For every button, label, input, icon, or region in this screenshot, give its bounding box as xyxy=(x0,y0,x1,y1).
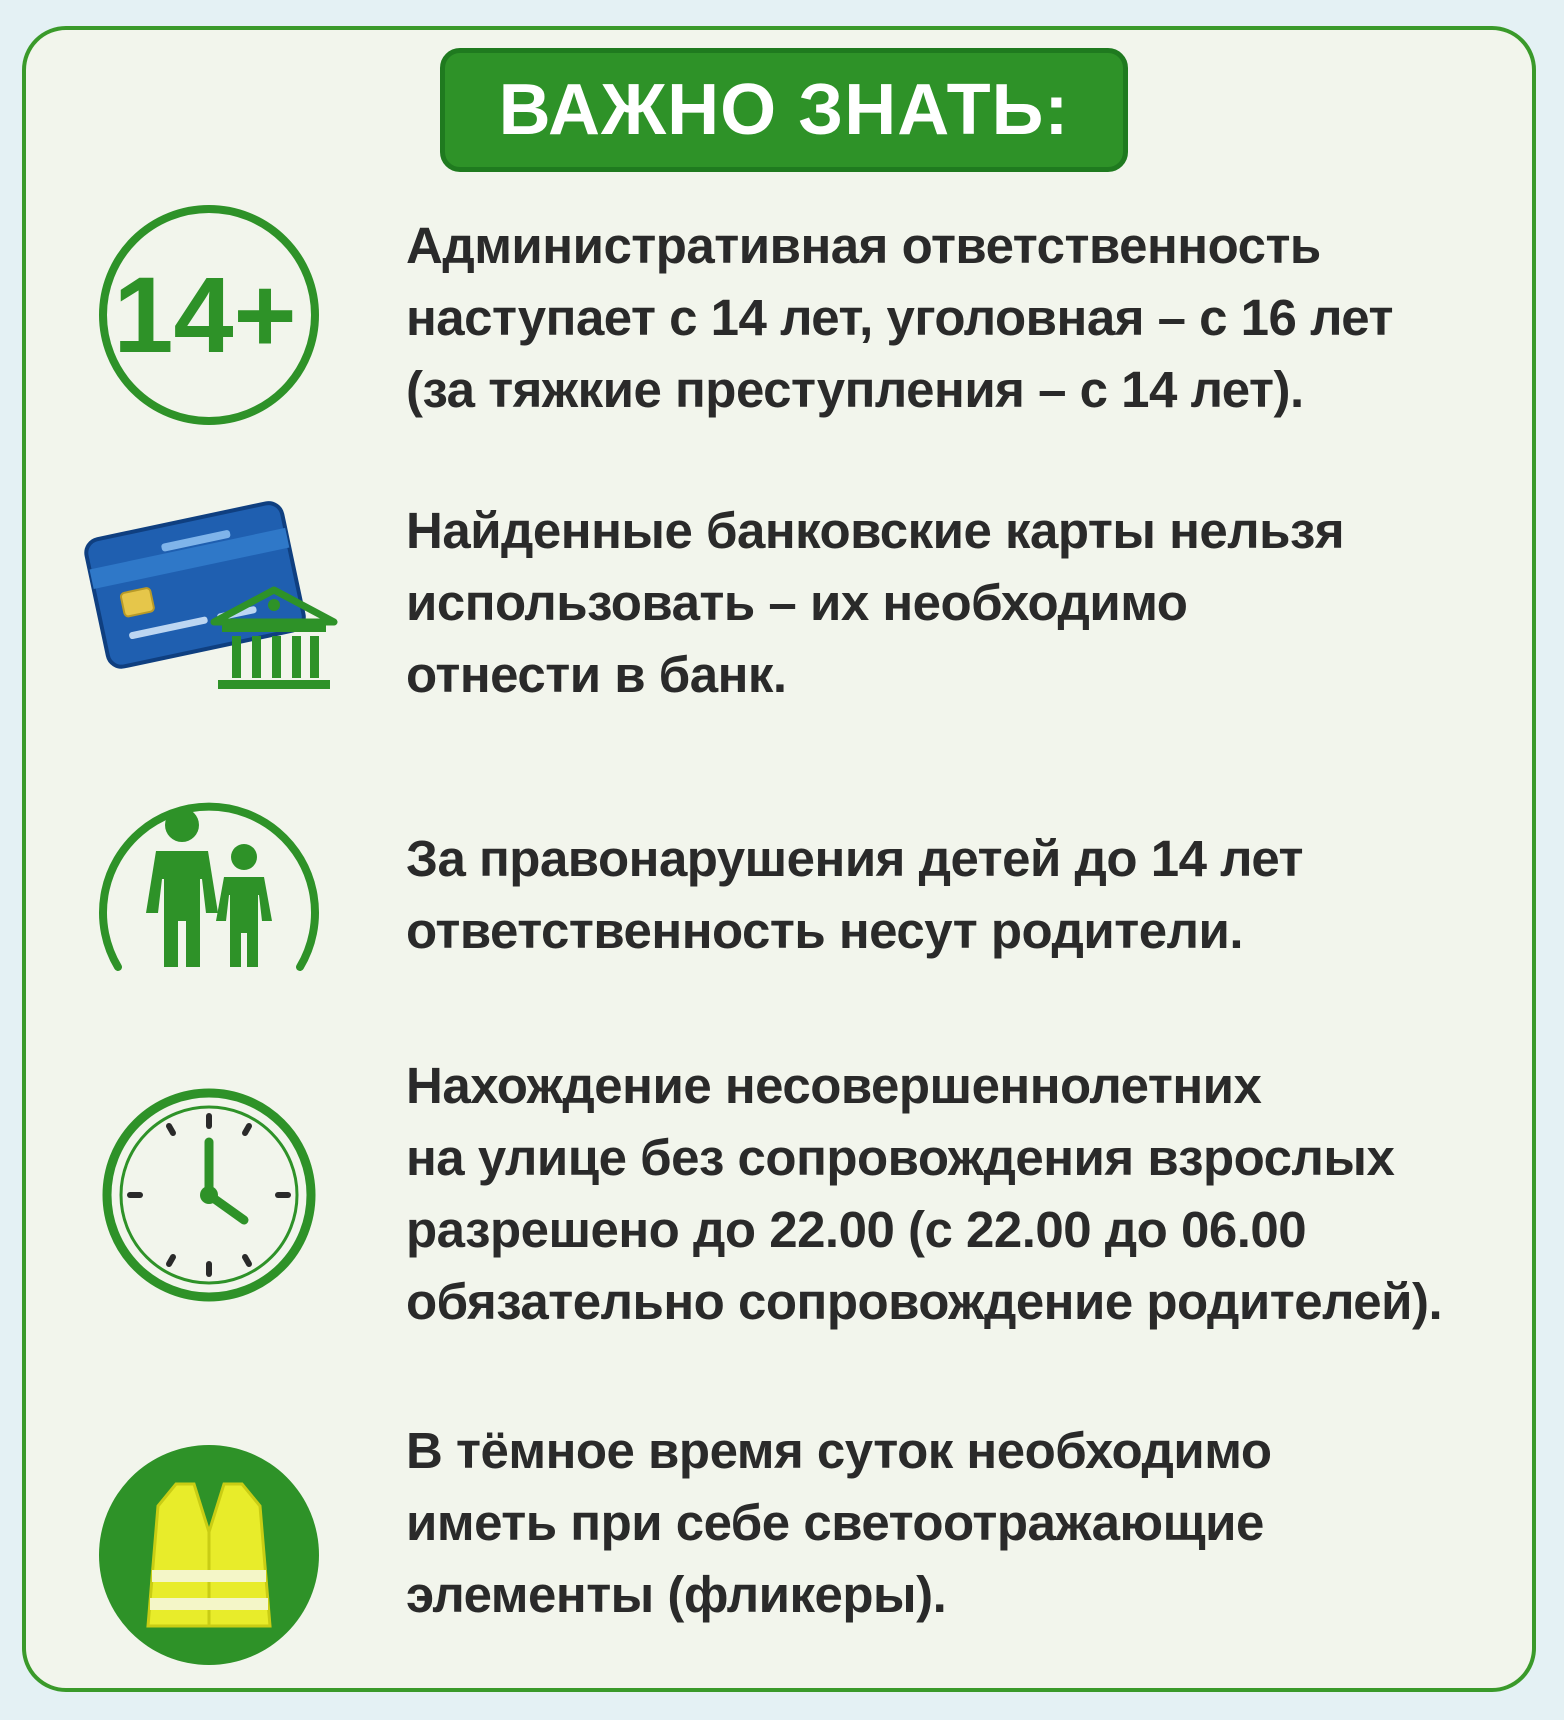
info-text-bank-card xyxy=(406,495,1344,711)
title-badge xyxy=(440,48,1128,172)
text-line: элементы (фликеры). xyxy=(406,1566,947,1623)
info-text-curfew xyxy=(406,1050,1442,1338)
text-line: Административная ответственность xyxy=(406,217,1321,274)
text-line: разрешено до 22.00 (с 22.00 до 06.00 xyxy=(406,1201,1307,1258)
info-text-age xyxy=(406,210,1393,426)
age-14-plus-icon xyxy=(94,200,324,430)
info-text-reflectors xyxy=(406,1415,1271,1631)
text-line: Нахождение несовершеннолетних xyxy=(406,1057,1262,1114)
text-line: обязательно сопровождение родителей). xyxy=(406,1273,1443,1330)
page-title: ВАЖНО ЗНАТЬ: xyxy=(498,70,1070,150)
text-line: на улице без сопровождения взрослых xyxy=(406,1129,1395,1186)
clock-icon xyxy=(94,1080,324,1310)
reflective-vest-icon xyxy=(94,1440,324,1670)
text-line: (за тяжкие преступления – с 14 лет). xyxy=(406,361,1304,418)
text-line: иметь при себе светоотражающие xyxy=(406,1494,1264,1551)
text-line: отнести в банк. xyxy=(406,646,787,703)
text-line: За правонарушения детей до 14 лет xyxy=(406,830,1304,887)
age-14-plus-label: 14+ xyxy=(113,254,297,375)
text-line: Найденные банковские карты нельзя xyxy=(406,502,1345,559)
parent-child-icon xyxy=(94,775,324,975)
info-card xyxy=(22,26,1536,1692)
text-line: ответственность несут родители. xyxy=(406,902,1243,959)
text-line: наступает с 14 лет, уголовная – с 16 лет xyxy=(406,289,1393,346)
bank-card-icon xyxy=(74,490,344,700)
text-line: В тёмное время суток необходимо xyxy=(406,1422,1272,1479)
text-line: использовать – их необходимо xyxy=(406,574,1188,631)
info-text-parents xyxy=(406,823,1303,967)
